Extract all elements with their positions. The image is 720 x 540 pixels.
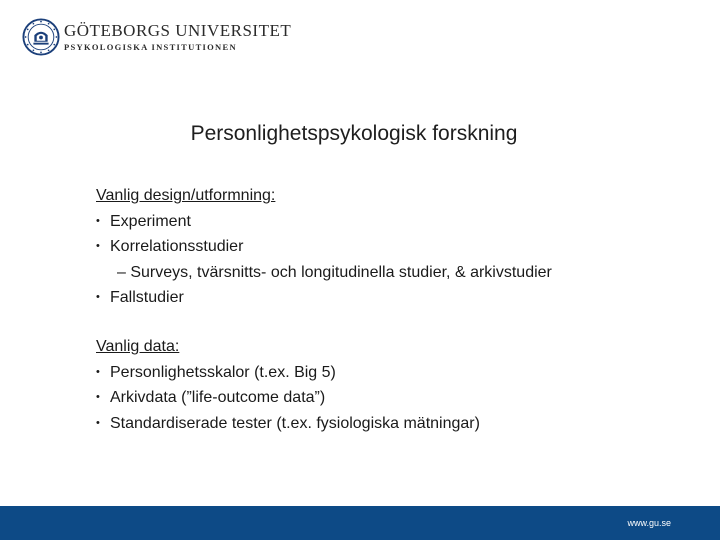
university-seal-icon — [22, 18, 60, 56]
list-item-text: Korrelationsstudier — [110, 238, 244, 255]
design-section — [96, 183, 552, 311]
bullet-icon: • — [96, 416, 100, 429]
list-item — [96, 209, 552, 235]
list-item — [96, 411, 480, 437]
bullet-icon: • — [96, 240, 100, 252]
list-item-text: Arkivdata (”life-outcome data”) — [110, 389, 326, 406]
list-item-text: Standardiserade tester (t.ex. fysiologiska mätningar) — [110, 414, 480, 432]
list-item — [96, 385, 480, 411]
list-item-text: Experiment — [110, 212, 191, 230]
university-name: GÖTEBORGS UNIVERSITET — [64, 21, 292, 41]
list-item-text: Fallstudier — [110, 289, 184, 306]
footer-url: www.gu.se — [627, 518, 671, 528]
bullet-icon: • — [96, 391, 100, 403]
list-item-text: Personlighetsskalor (t.ex. Big 5) — [110, 363, 336, 381]
list-item — [96, 285, 552, 311]
bullet-icon: • — [96, 291, 100, 303]
slide-title: Personlighetspsykologisk forskning — [190, 122, 518, 145]
sub-list-item: – Surveys, tvärsnitts- och longitudinella studier, & arkivstudier — [117, 263, 552, 281]
bullet-icon: • — [96, 365, 100, 378]
bullet-icon: • — [96, 214, 100, 227]
list-item — [96, 360, 480, 386]
design-heading: Vanlig design/utformning: — [96, 187, 276, 204]
data-section — [96, 334, 480, 436]
list-item — [96, 234, 552, 260]
data-heading: Vanlig data: — [96, 338, 180, 355]
header — [22, 18, 291, 56]
department-name: PSYKOLOGISKA INSTITUTIONEN — [64, 42, 237, 53]
footer-bar — [0, 506, 720, 540]
